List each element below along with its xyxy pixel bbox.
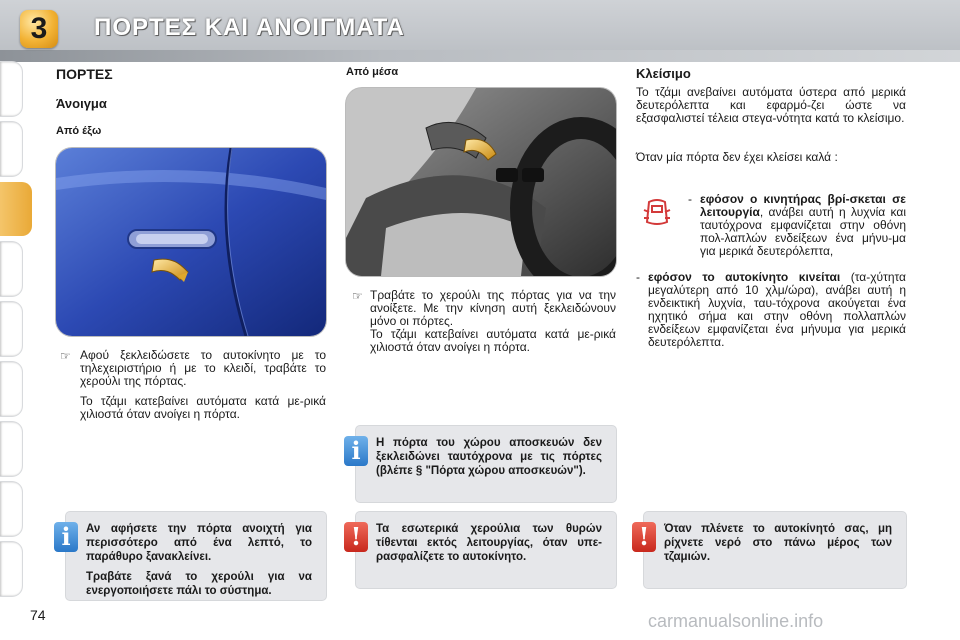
vehicle-moving-text: (τα-χύτητα μεγαλύτερη από 10 χλμ/ώρα), ανάβει αυτή η ενδεικτική λυχνία, ταυ-τόχρονα ακούγεται ένα ηχητικό σήμα και στην οθόνη πολλαπλών ενδείξεων εμφανίζεται ένα μήνυμα για μερικά δευτερόλεπτα. — [648, 270, 906, 349]
side-tab-1[interactable] — [0, 62, 22, 116]
chapter-number-badge: 3 — [20, 10, 58, 48]
side-tab-5[interactable] — [0, 302, 22, 356]
info-note-window-line1: Αν αφήσετε την πόρτα ανοιχτή για περισσότερο από ένα λεπτό, το παράθυρο ξανακλείνει. — [86, 523, 312, 563]
list-dash: - — [688, 192, 692, 206]
warning-icon: ! — [344, 522, 368, 552]
door-open-warning-lamp-icon — [640, 196, 674, 230]
side-tab-3-active[interactable] — [0, 182, 32, 236]
info-note-boot — [351, 426, 616, 502]
warning-note-deadlock-text: Τα εσωτερικά χερούλια των θυρών τίθενται εκτός λειτουργίας, όταν υπε-ρασφαλίζετε το αυτοκίνητο. — [376, 523, 602, 563]
engine-running-item — [700, 193, 906, 258]
info-icon: i — [344, 436, 368, 466]
middle-bullet-text: Τραβάτε το χερούλι της πόρτας για να την ανοίξετε. Με την κίνηση αυτή ξεκλειδώνουν μόνο οι πόρτες. — [370, 288, 616, 328]
list-dash: - — [636, 270, 640, 284]
warning-note-washing-text: Όταν πλένετε το αυτοκίνητό σας, μη ρίχνετε νερό στο πάνω μέρος των τζαμιών. — [664, 523, 892, 563]
info-note-window — [61, 512, 326, 600]
warning-note-washing — [638, 512, 906, 588]
info-note-window-line2: Τραβάτε ξανά το χερούλι για να ενεργοποιήσετε πάλι το σύστημα. — [86, 571, 312, 597]
left-window-text: Το τζάμι κατεβαίνει αυτόματα κατά με-ρικά χιλιοστά όταν ανοίγει η πόρτα. — [80, 394, 326, 421]
side-tab-2[interactable] — [0, 122, 22, 176]
subheading-opening: Άνοιγμα — [56, 96, 107, 111]
bullet-icon: ☞ — [352, 289, 363, 303]
label-from-outside: Από έξω — [56, 125, 102, 137]
vehicle-moving-item — [648, 271, 906, 349]
bullet-icon: ☞ — [60, 349, 71, 363]
photo-exterior-door-handle — [56, 148, 326, 336]
side-tab-4[interactable] — [0, 242, 22, 296]
door-not-closed-text: Όταν μία πόρτα δεν έχει κλείσει καλά : — [636, 150, 838, 164]
engine-running-text: , ανάβει αυτή η λυχνία και ταυτόχρονα εμφανίζεται στην οθόνη πολ-λαπλών ενδείξεων ένα μήνυ-μα για μερικά δευτερόλεπτα, — [700, 205, 906, 258]
section-heading-doors: ΠΟΡΤΕΣ — [56, 66, 113, 82]
engine-running-label: εφόσον ο κινητήρας βρί-σκεται σε λειτουργία — [700, 192, 906, 219]
info-note-window-text — [86, 522, 312, 598]
side-tab-9[interactable] — [0, 542, 22, 596]
page-number: 74 — [30, 607, 46, 623]
heading-closing: Κλείσιμο — [636, 66, 691, 81]
warning-note-deadlock — [350, 512, 616, 588]
side-tab-8[interactable] — [0, 482, 22, 536]
interior-door-illustration — [346, 88, 616, 276]
info-icon: i — [54, 522, 78, 552]
exterior-door-illustration — [56, 148, 326, 336]
vehicle-moving-label: εφόσον το αυτοκίνητο κινείται — [648, 270, 841, 284]
warning-icon: ! — [632, 522, 656, 552]
page-title: ΠΟΡΤΕΣ ΚΑΙ ΑΝΟΙΓΜΑΤΑ — [94, 14, 405, 41]
header-stripe — [0, 50, 960, 62]
side-tab-6[interactable] — [0, 362, 22, 416]
info-note-boot-text: Η πόρτα του χώρου αποσκευών δεν ξεκλειδώνει ταυτόχρονα με τις πόρτες (βλέπε § "Πόρτα χώρου αποσκευών"). — [376, 437, 602, 477]
photo-interior-door-handle — [346, 88, 616, 276]
watermark: carmanualsonline.info — [648, 611, 824, 631]
label-from-inside: Από μέσα — [346, 66, 399, 78]
page-header — [0, 0, 960, 62]
chapter-side-tabs — [0, 62, 32, 602]
closing-text: Το τζάμι ανεβαίνει αυτόματα ύστερα από μερικά δευτερόλεπτα και εφαρμό-ζει ώστε να εξασφαλιστεί τέλεια στεγα-νότητα κατά το κλείσιμο. — [636, 85, 906, 125]
left-bullet-text: Αφού ξεκλειδώσετε το αυτοκίνητο με το τηλεχειριστήριο ή με το κλειδί, τραβάτε το χερούλι της πόρτας. — [80, 348, 326, 388]
side-tab-7[interactable] — [0, 422, 22, 476]
middle-window-text: Το τζάμι κατεβαίνει αυτόματα κατά με-ρικά χιλιοστά όταν ανοίγει η πόρτα. — [370, 327, 616, 354]
